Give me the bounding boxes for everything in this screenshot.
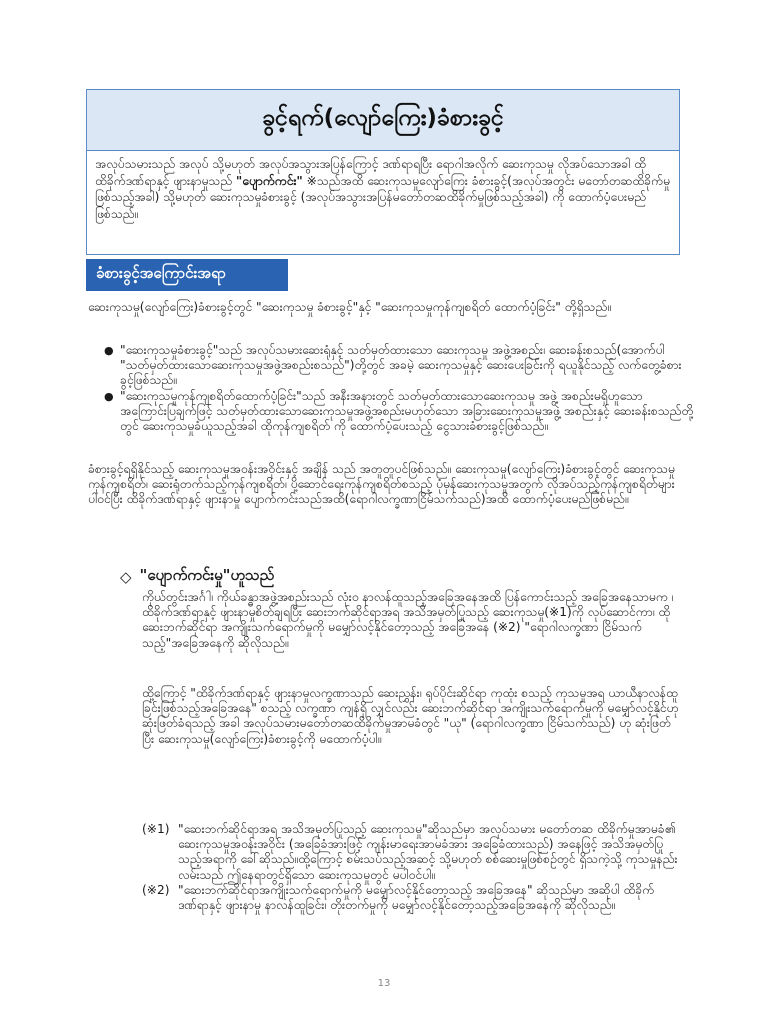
intro-paragraph [95, 156, 671, 222]
footnote-mark: (※2) [142, 882, 170, 897]
bullet-text: "ဆေးကုသမှုခံစားခွင့်"သည် အလုပ်သမားဆေးရုံနှင့် သတ်မှတ်ထားသော ဆေးကုသမှု အဖွဲ့အစည်း၊ ဆေးခန်းစသည်(အောက်ပါ "သတ်မှတ်ထားသောဆေးကုသမှုအဖွဲ့အစည်းစသည်")တို့တွင် အခမဲ့ ဆေးကုသမှုနှင့် ဆေးပေးခြင်းကို ရယူနိုင်သည့် လက်တွေ့ခံစားခွင့်ဖြစ်သည်။ [120, 343, 682, 388]
footnote-mark: (※1) [142, 822, 170, 836]
section-heading: ခံစားခွင့်အကြောင်းအရာ [86, 259, 288, 291]
recovery-text-2: ထို့ကြောင့် "ထိခိုက်ဒဏ်ရာနှင့် ဖျားနာမှုလက္ခဏာသည် ဆေးညွှန်း၊ ရုပ်ပိုင်းဆိုင်ရာ ကုထုံး စသည့် ကုသမှုအရ ယာယီနာလန်ထူခြင်းဖြစ်သည့်အခြေအနေ" စသည့် လက္ခဏာ ကျန်ရှိ လျှင်လည်း ဆေးဘက်ဆိုင်ရာ အကျိုးသက်ရောက်မှုကို မမျှော်လင့်နိုင်ဟု ဆုံးဖြတ်ခံရသည့် အခါ အလုပ်သမားမတော်တဆထိခိုက်မှုအာမခံတွင် "ယု" (ရောဂါလက္ခဏာ ငြိမ်သက်သည်) ဟု ဆုံးဖြတ်ပြီး ဆေးကုသမှု(လျော်ကြေး)ခံစားခွင့်ကို မထောက်ပံ့ပါ။ [142, 686, 679, 746]
recovery-subheading-text: "ပျောက်ကင်းမှု"ဟူသည် [139, 566, 275, 584]
recovery-paragraph-1 [142, 590, 682, 651]
recovery-subheading [120, 566, 274, 588]
section-intro [88, 300, 688, 315]
eligibility-text: ခံစားခွင့်ရရှိနိုင်သည့် ဆေးကုသမှုအဝန်းအဝိုင်းနှင့် အချိန် သည် အတူတူပင်ဖြစ်သည်။ ဆေးကုသမှု(လျော်ကြေး)ခံစားခွင့်တွင် ဆေးကုသမှု ကုန်ကျစရိတ်၊ ဆေးရုံတက်သည့်ကုန်ကျစရိတ်၊ ပို့ဆောင်ရေးကုန်ကျစရိတ်စသည့် ပုံမှန်ဆေးကုသမှုအတွက် လိုအပ်သည့်ကုန်ကျစရိတ်များပါဝင်ပြီး ထိခိုက်ဒဏ်ရာနှင့် ဖျားနာမှု ပျောက်ကင်းသည်အထိ(ရောဂါလက္ခဏာငြိမ်သက်သည်)အထိ ထောက်ပံ့ပေးမည်ဖြစ်မည်။ [88, 462, 675, 507]
intro-text-after: ※သည်အထိ ဆေးကုသမှုလျော်ကြေး ခံစားခွင့်(အလုပ်အတွင်း မတော်တဆထိခိုက်မှုဖြစ်သည့်အခါ) သို့မဟုတ် ဆေးကုသမှုခံစားခွင့် (အလုပ်အသွားအပြန်မတော်တဆထိခိုက်မှုဖြစ်သည့်အခါ) ကို ထောက်ပံ့ပေးမည်ဖြစ်သည်။ [95, 173, 670, 221]
page-title: ခွင့်ရက်(လျော်ကြေး)ခံစားခွင့် [262, 105, 504, 131]
title-box [86, 89, 680, 151]
intro-emphasis: "ပျောက်ကင်း" [235, 173, 303, 188]
eligibility-paragraph [88, 462, 688, 508]
section-intro-text: ဆေးကုသမှု(လျော်ကြေး)ခံစားခွင့်တွင် "ဆေးကုသမှု ခံစားခွင့်"နှင့် "ဆေးကုသမှုကုန်ကျစရိတ် ထောက်ပံ့ခြင်း" တို့ရှိသည်။ [88, 300, 611, 314]
intro-box [86, 151, 680, 255]
list-item [104, 389, 694, 435]
recovery-text-1: ကိုယ်တွင်းအင်္ဂါ၊ ကိုယ်ခန္ဓာအဖွဲ့အစည်းသည် လုံးဝ နာလန်ထူသည့်အခြေအနေအထိ ပြန်ကောင်းသည့် အခြေအနေသာမက ၊ထိခိုက်ဒဏ်ရာနှင့် ဖျားနာမှုစိတ်ချရပြီး ဆေးဘက်ဆိုင်ရာအရ အသိအမှတ်ပြုသည့် ဆေးကုသမှု(※1)ကို လုပ်ဆောင်ကာ၊ ထိုဆေးဘက်ဆိုင်ရာ အကျိုးသက်ရောက်မှုကို မမျှော်လင့်နိုင်တော့သည့် အခြေအနေ (※2) "ရောဂါလက္ခဏာ ငြိမ်သက်သည့်"အခြေအနေကို ဆိုလိုသည်။ [142, 590, 674, 650]
footnote-text: "ဆေးဘက်ဆိုင်ရာအရ အသိအမှတ်ပြုသည့် ဆေးကုသမှု"ဆိုသည်မှာ အလုပ်သမား မတော်တဆ ထိခိုက်မှုအာမခံ၏ ဆေးကုသမှုအဝန်းအဝိုင်း (အခြေခံအားဖြင့် ကျန်းမာရေးအာမခံအား အခြေခံထားသည်) အနေဖြင့် အသိအမှတ်ပြုသည့်အရာကို ခေါ်ဆိုသည်။ထို့ကြောင့် စမ်းသပ်သည့်အဆင့် သို့မဟုတ် စစ်ဆေးမှုဖြစ်စဉ်တွင် ရှိသကဲ့သို့ ကုသမှုနည်းလမ်းသည် ဤနေရာတွင်ရှိသော ဆေးကုသမှုတွင် မပါဝင်ပါ။ [178, 822, 678, 882]
list-item [104, 343, 694, 389]
footnote-text: "ဆေးဘက်ဆိုင်ရာအကျိုးသက်ရောက်မှုကို မမျှော်လင့်နိုင်တော့သည့် အခြေအနေ" ဆိုသည်မှာ အဆိုပါ ထိခိုက်ဒဏ်ရာနှင့် ဖျားနာမှု နာလန်ထူခြင်း၊ တိုးတက်မှုကို မမျှော်လင့်နိုင်တော့သည့်အခြေအနေကို ဆိုလိုသည်။ [178, 882, 655, 913]
bullet-icon: ● [104, 389, 114, 403]
bullet-icon: ● [104, 344, 114, 357]
recovery-paragraph-2 [142, 686, 682, 747]
footnote [142, 883, 682, 913]
footnote [142, 822, 682, 883]
intro-text-before: အလုပ်သမားသည် အလုပ် သို့မဟုတ် အလုပ်အသွားအပြန်ကြောင့် ဒဏ်ရာရပြီး ရောဂါအလိုက် ဆေးကုသမှု လိုအပ်သောအခါ ထိုထိခိုက်ဒဏ်ရာနှင့် ဖျားနာမှုသည် [95, 157, 646, 188]
bullet-text: "ဆေးကုသမှုကုန်ကျစရိတ်ထောက်ပံ့ခြင်း"သည် အနီးအနားတွင် သတ်မှတ်ထားသောဆေးကုသမှု အဖွဲ့ အစည်းမရှိဟူသော အကြောင်းပြချက်ဖြင့် သတ်မှတ်ထားသောဆေးကုသမှုအဖွဲ့အစည်းမဟုတ်သော အခြားဆေးကုသမှုအဖွဲ့ အစည်းနှင့် ဆေးခန်းစသည်တို့တွင် ဆေးကုသမှုခံယူသည့်အခါ ထိုကုန်ကျစရိတ် ကို ထောက်ပံ့ပေးသည့် ငွေသားခံစားခွင့်ဖြစ်သည်။ [120, 388, 694, 434]
diamond-icon: ◇ [120, 568, 132, 586]
footnotes [142, 822, 682, 913]
page-number: 13 [377, 978, 391, 989]
benefit-list [104, 343, 694, 434]
